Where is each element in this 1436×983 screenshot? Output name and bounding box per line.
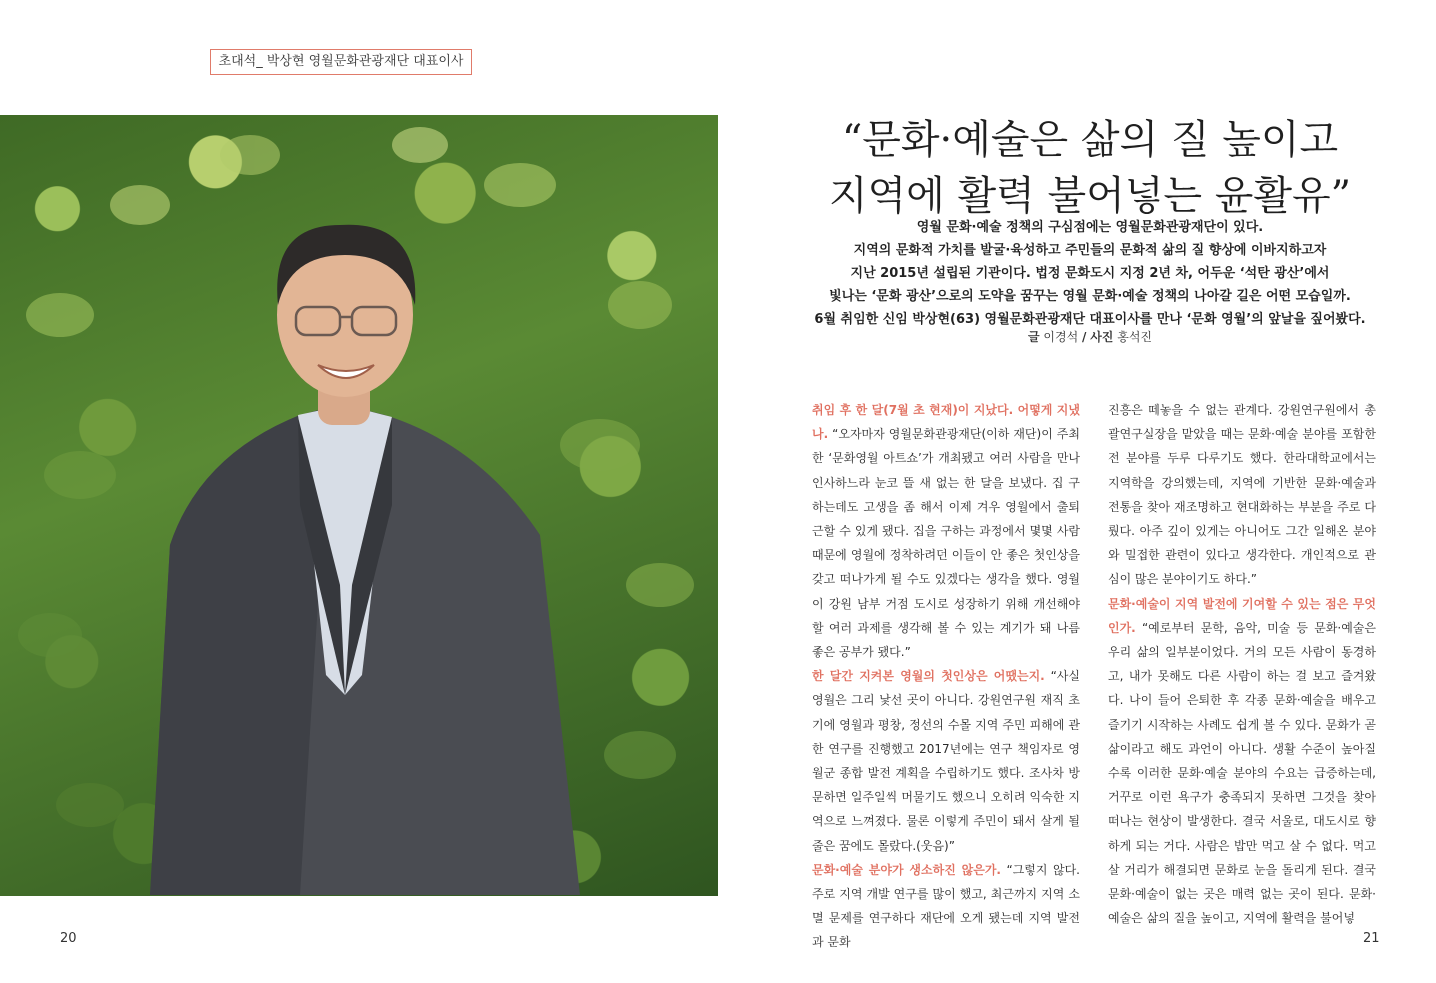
article-column-left xyxy=(812,398,1080,950)
article-column-right xyxy=(1108,398,1376,926)
interview-answer: “그렇지 않다. 주로 지역 개발 연구를 많이 했고, 최근까지 지역 소멸 문제를 연구하다 재단에 오게 됐는데 지역 발전과 문화 xyxy=(812,862,1080,950)
lede-line: 영월 문화·예술 정책의 구심점에는 영월문화관광재단이 있다. xyxy=(916,220,1264,235)
byline-writer-label: 글 xyxy=(1027,330,1040,344)
lede-line: 지역의 문화적 가치를 발굴·육성하고 주민들의 문화적 삶의 질 향상에 이바지하고자 xyxy=(853,243,1327,258)
interview-question: 문화·예술이 지역 발전에 기여할 수 있는 점은 무엇인가. xyxy=(1108,596,1376,635)
article-lede xyxy=(800,216,1380,331)
interview-answer: 진흥은 떼놓을 수 없는 관계다. 강원연구원에서 총괄연구실장을 맡았을 때는 문화·예술 분야를 포함한 전 분야를 두루 다루기도 했다. 한라대학교에서는 지역학을 강의했는데, 지역에 기반한 문화·예술과 전통을 찾아 재조명하고 현대화하는 부분을 주로 다뤘다. 아주 깊이 있게는 아니어도 그간 일해온 분야와 밀접한 관련이 있다고 생각한다. 개인적으로 관심이 많은 분야이기도 하다.” xyxy=(1108,403,1376,587)
qa-paragraph xyxy=(1108,398,1376,592)
interview-question: 문화·예술 분야가 생소하진 않은가. xyxy=(812,862,1001,877)
lede-line: 빛나는 ‘문화 광산’으로의 도약을 꿈꾸는 영월 문화·예술 정책의 나아갈 길은 어떤 모습일까. xyxy=(829,289,1351,304)
qa-paragraph xyxy=(1108,592,1376,931)
portrait-photo xyxy=(0,115,718,896)
headline-line-1: “문화·예술은 삶의 질 높이고 xyxy=(841,117,1339,163)
section-label: 초대석_ 박상현 영월문화관광재단 대표이사 xyxy=(210,49,472,75)
article-headline xyxy=(800,112,1380,224)
qa-paragraph xyxy=(812,858,1080,955)
byline-photo-label: 사진 xyxy=(1090,330,1114,344)
interview-answer: “오자마자 영월문화관광재단(이하 재단)이 주최한 ‘문화영월 아트쇼’가 개최됐고 여러 사람을 만나 인사하느라 눈코 뜰 새 없는 한 달을 보냈다. 집 구하는데도 고생을 좀 해서 이제 겨우 영월에서 출퇴근할 수 있게 됐다. 집을 구하는 과정에서 몇몇 사람 때문에 영월에 정착하려던 이들이 안 좋은 첫인상을 갖고 떠나가게 될 수도 있겠다는 생각을 했다. 영월이 강원 남부 거점 도시로 성장하기 위해 개선해야 할 여러 과제를 생각해 볼 수 있는 계기가 돼 나름 좋은 공부가 됐다.” xyxy=(812,427,1080,660)
lede-line: 지난 2015년 설립된 기관이다. 법정 문화도시 지정 2년 차, 어두운 ‘석탄 광산’에서 xyxy=(850,266,1330,281)
interview-answer: “사실 영월은 그리 낯선 곳이 아니다. 강원연구원 재직 초기에 영월과 평창, 정선의 수몰 지역 주민 피해에 관한 연구를 진행했고 2017년에는 연구 책임자로 영월군 종합 발전 계획을 수립하기도 했다. 조사차 방문하면 일주일씩 머물기도 했으니 오히려 익숙한 지역으로 느껴졌다. 물론 이렇게 주민이 돼서 살게 될 줄은 꿈에도 몰랐다.(웃음)” xyxy=(812,669,1080,853)
headline-line-2: 지역에 활력 불어넣는 윤활유” xyxy=(828,173,1352,219)
portrait-illustration xyxy=(0,115,718,896)
byline-photographer: 홍석진 xyxy=(1117,330,1153,344)
page-number-right: 21 xyxy=(1363,931,1380,946)
byline xyxy=(800,328,1380,345)
interview-question: 한 달간 지켜본 영월의 첫인상은 어땠는지. xyxy=(812,669,1045,684)
interview-question: 취임 후 한 달(7월 초 현재)이 지났다. 어떻게 지냈나. xyxy=(812,403,1080,442)
interview-answer: “예로부터 문학, 음악, 미술 등 문화·예술은 우리 삶의 일부분이었다. 거의 모든 사람이 동경하고, 내가 못해도 다른 사람이 하는 걸 보고 즐겨왔다. 나이 들어 은퇴한 후 각종 문화·예술을 배우고 즐기기 시작하는 사례도 쉽게 볼 수 있다. 문화가 곧 삶이라고 해도 과언이 아니다. 생활 수준이 높아질수록 이러한 문화·예술 분야의 수요는 급증하는데, 거꾸로 이런 욕구가 충족되지 못하면 그것을 찾아 떠나는 현상이 발생한다. 결국 서울로, 대도시로 향하게 되는 거다. 사람은 밥만 먹고 살 수 없다. 먹고 살 거리가 해결되면 문화로 눈을 돌리게 된다. 결국 문화·예술이 없는 곳은 매력 없는 곳이 된다. 문화·예술은 삶의 질을 높이고, 지역에 활력을 불어넣 xyxy=(1108,620,1376,926)
byline-separator: / xyxy=(1082,330,1087,344)
lede-line: 6월 취임한 신임 박상현(63) 영월문화관광재단 대표이사를 만나 ‘문화 영월’의 앞날을 짚어봤다. xyxy=(814,312,1366,327)
page-number-left: 20 xyxy=(60,931,77,946)
qa-paragraph xyxy=(812,398,1080,664)
qa-paragraph xyxy=(812,664,1080,858)
byline-writer: 이경석 xyxy=(1043,330,1079,344)
